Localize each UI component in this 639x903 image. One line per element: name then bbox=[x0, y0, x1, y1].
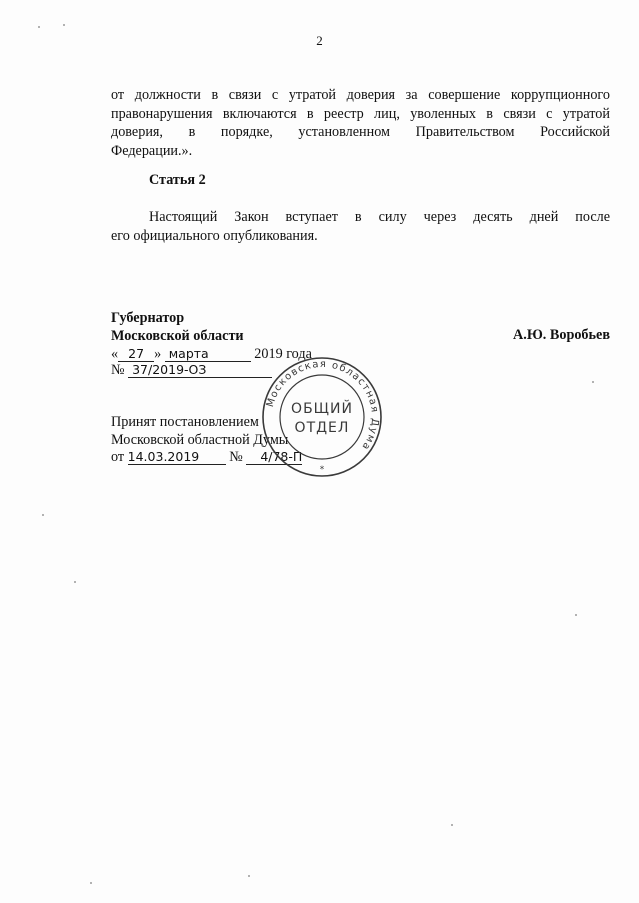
scan-speck bbox=[42, 514, 44, 516]
governor-name: А.Ю. Воробьев bbox=[513, 327, 610, 343]
scan-speck bbox=[38, 26, 40, 28]
paragraph-line: от должности в связи с утратой доверия за совершение коррупционного bbox=[111, 87, 610, 103]
stamp-star: * bbox=[319, 465, 325, 475]
official-stamp bbox=[260, 355, 384, 479]
article-heading: Статья 2 bbox=[149, 172, 206, 188]
page-number: 2 bbox=[316, 33, 323, 48]
stamp-center-line2: ОТДЕЛ bbox=[294, 420, 350, 436]
scan-speck bbox=[63, 24, 65, 26]
date-month: марта bbox=[165, 347, 251, 362]
stamp-ring-text: Московская областная Дума bbox=[264, 358, 381, 453]
scan-speck bbox=[90, 882, 92, 884]
governor-title bbox=[111, 309, 244, 345]
scan-speck bbox=[74, 581, 76, 583]
governor-title-line: Губернатор bbox=[111, 310, 185, 326]
article-text bbox=[111, 208, 610, 245]
from-label: от bbox=[111, 449, 125, 465]
scan-speck bbox=[248, 875, 250, 877]
law-number: 37/2019-ОЗ bbox=[128, 363, 272, 378]
paragraph-line: правонарушения включаются в реестр лиц, уволенных в связи с утратой bbox=[111, 105, 610, 122]
governor-title-line: Московской области bbox=[111, 328, 244, 344]
adoption-line: Московской областной Думы bbox=[111, 431, 289, 448]
quote-close: » bbox=[154, 346, 162, 362]
adoption-date: 14.03.2019 bbox=[128, 450, 226, 465]
adoption-number-symbol: № bbox=[229, 449, 243, 465]
scan-speck bbox=[575, 614, 577, 616]
stamp-outer-ring bbox=[263, 358, 381, 476]
paragraph-line: доверия, в порядке, установленном Правительством Российской bbox=[111, 124, 610, 141]
article-text-line: Настоящий Закон вступает в силу через десять дней после bbox=[149, 209, 610, 225]
date-day: 27 bbox=[118, 347, 154, 362]
scan-speck bbox=[592, 381, 594, 383]
adoption-number: 4/78-П bbox=[246, 450, 302, 465]
scan-speck bbox=[451, 824, 453, 826]
paragraph-line: Федерации.». bbox=[111, 142, 193, 159]
law-number-line bbox=[111, 362, 272, 379]
article-text-line: его официального опубликования. bbox=[111, 227, 318, 244]
quote-open: « bbox=[111, 346, 119, 362]
adoption-line: Принят постановлением bbox=[111, 414, 259, 430]
number-symbol: № bbox=[111, 362, 125, 378]
paragraph-continuation bbox=[111, 86, 610, 160]
stamp-center-line1: ОБЩИЙ bbox=[291, 401, 353, 417]
stamp-inner-ring bbox=[280, 375, 364, 459]
date-year: 2019 года bbox=[254, 346, 312, 362]
